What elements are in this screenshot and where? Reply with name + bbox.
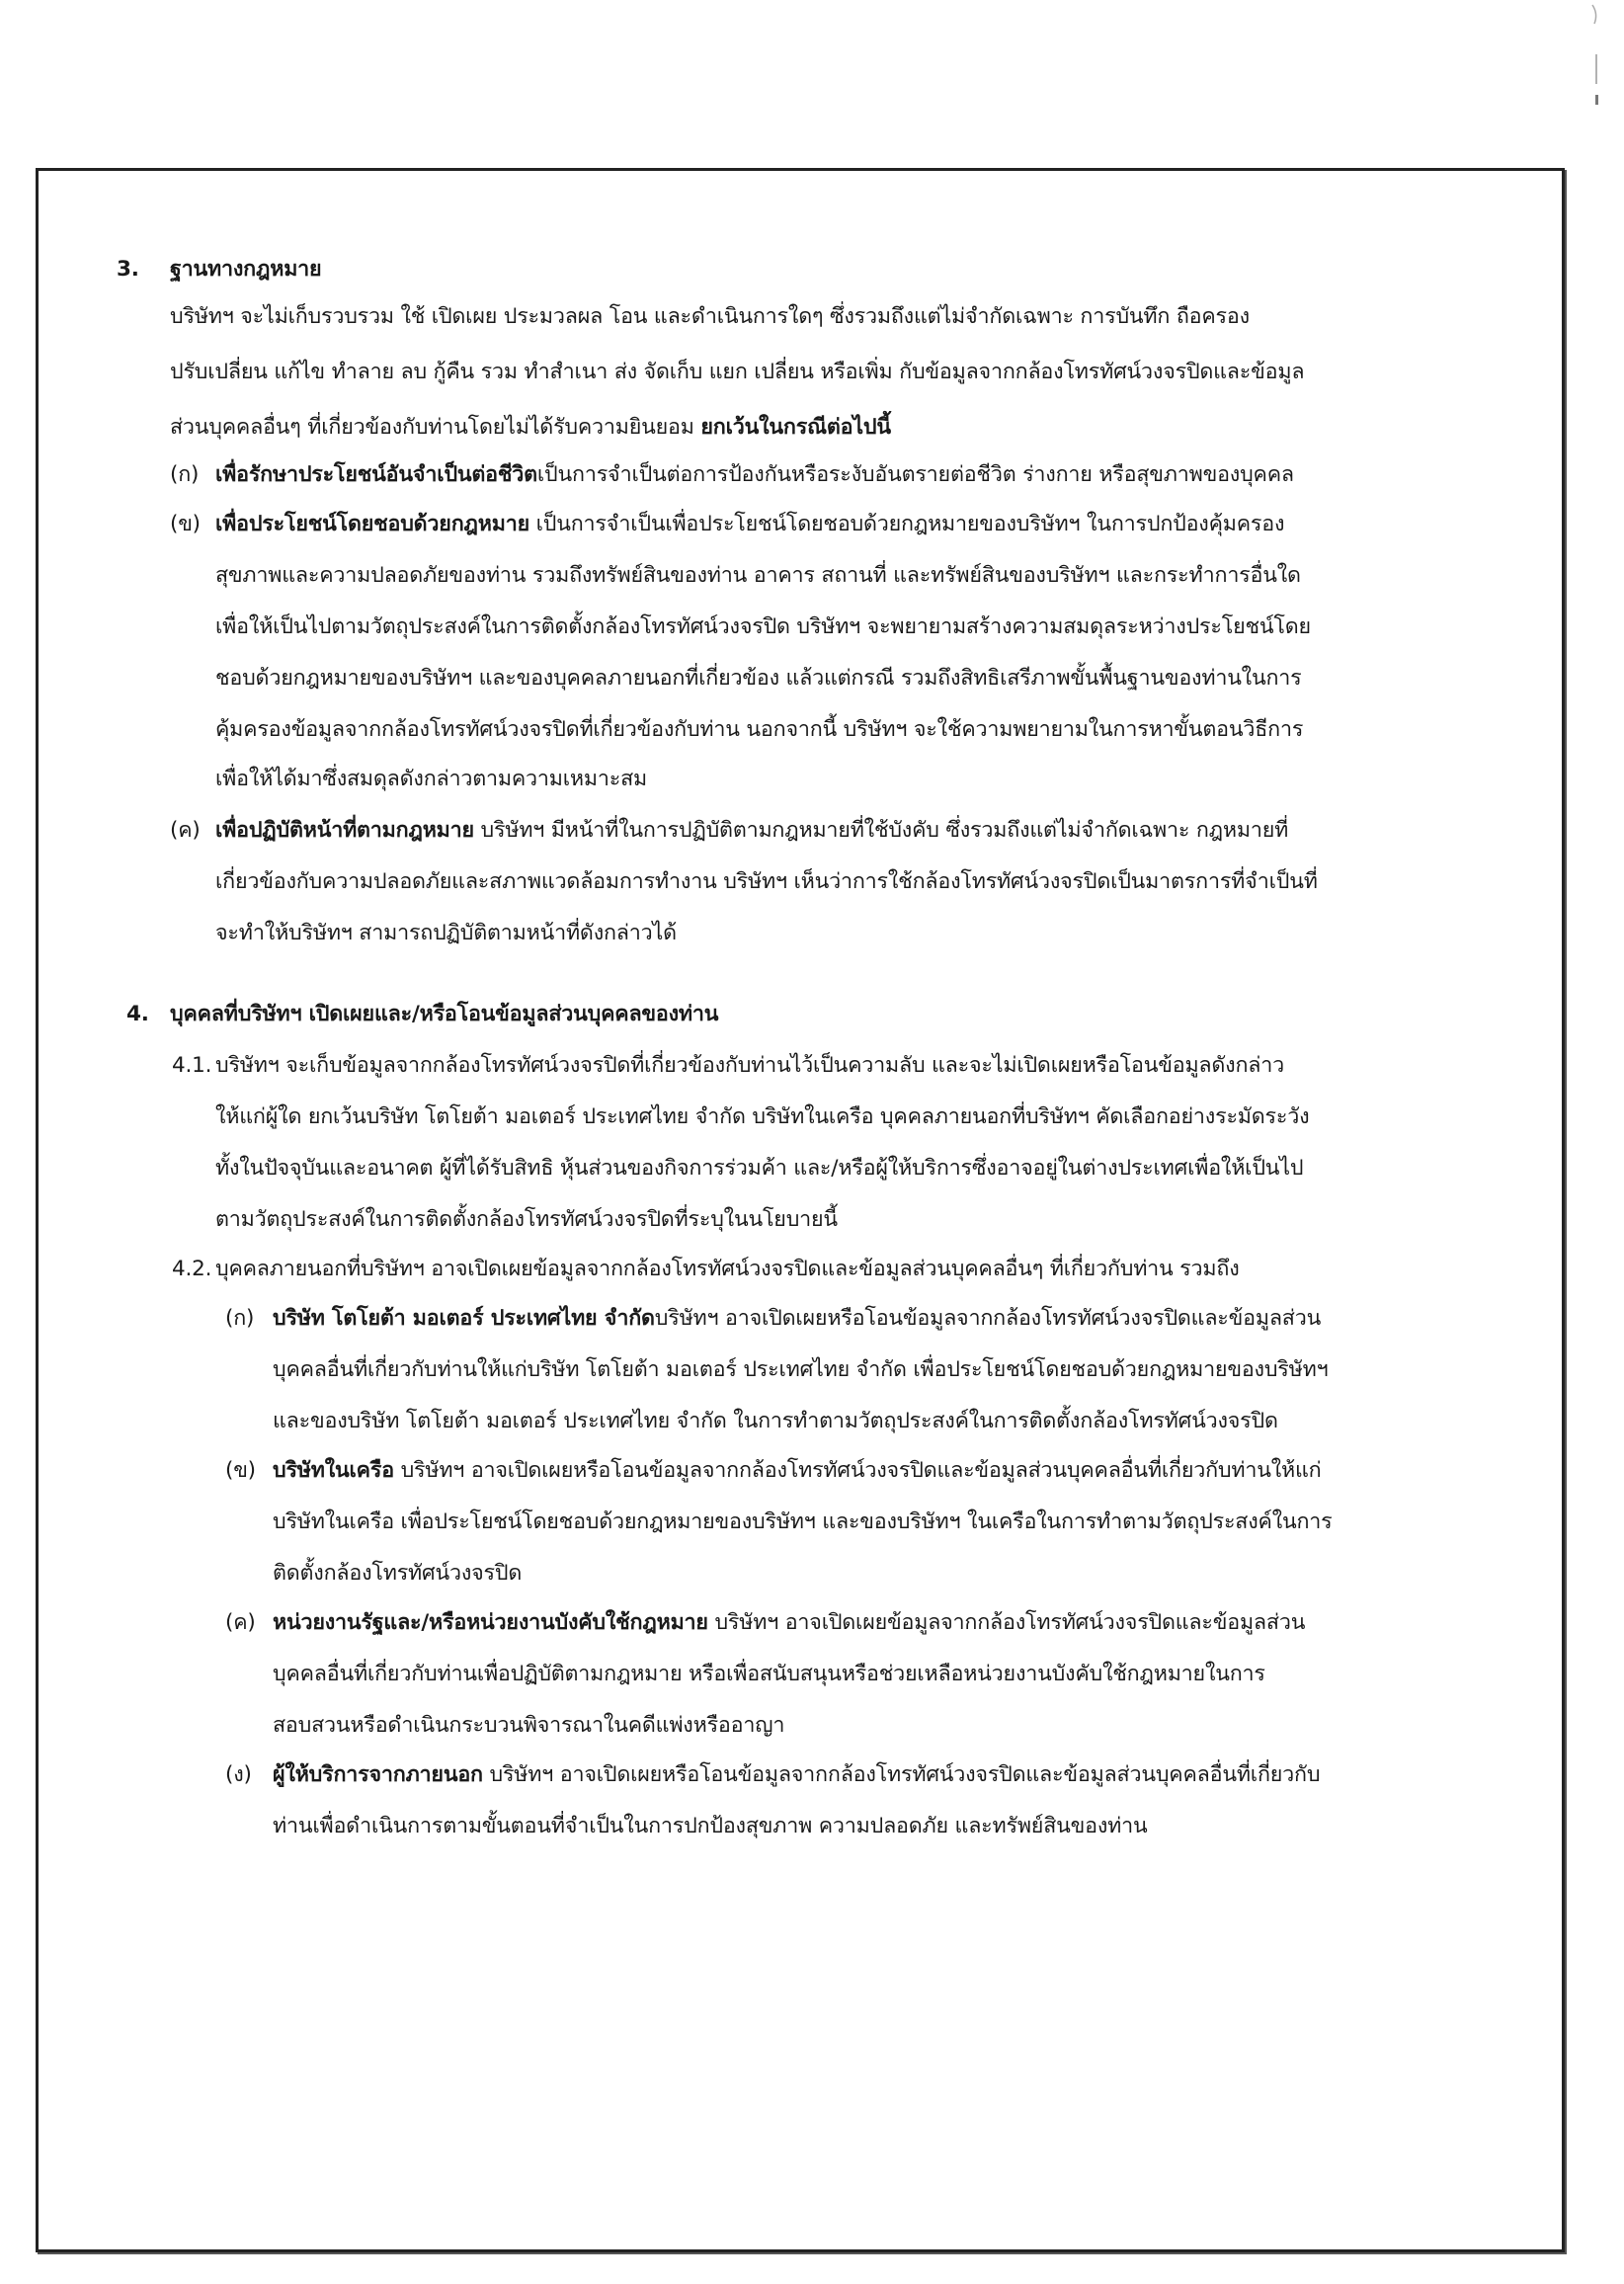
item-3b-line: เพื่อประโยชน์โดยชอบด้วยกฎหมาย เป็นการจำเป็นเพื่อประโยชน์โดยชอบด้วยกฎหมายของบริษัทฯ ในการปกป้องคุ้มครอง [215,512,1285,536]
item-42d-line: ผู้ให้บริการจากภายนอก บริษัทฯ อาจเปิดเผยหรือโอนข้อมูลจากกล้องโทรทัศน์วงจรปิดและข้อมูลส่วนบุคคลอื่นที่เกี่ยวกับ [273,1762,1321,1787]
item-3a-line: เพื่อรักษาประโยชน์อันจำเป็นต่อชีวิตเป็นการจำเป็นต่อการป้องกันหรือระงับอันตรายต่อชีวิต ร่างกาย หรือสุขภาพของบุคคล [215,462,1294,487]
item-3c-line: เกี่ยวข้องกับความปลอดภัยและสภาพแวดล้อมการทำงาน บริษัทฯ เห็นว่าการใช้กล้องโทรทัศน์วงจรปิดเป็นมาตรการที่จำเป็นที่ [215,869,1318,894]
item-3c-line: จะทำให้บริษัทฯ สามารถปฏิบัติตามหน้าที่ดังกล่าวได้ [215,921,677,945]
item-3b-line: คุ้มครองข้อมูลจากกล้องโทรทัศน์วงจรปิดที่เกี่ยวข้องกับท่าน นอกจากนี้ บริษัทฯ จะใช้ความพยายามในการหาขั้นตอนวิธีการ [215,717,1304,742]
section-4-2-number: 4.2. [172,1257,212,1281]
section-4-heading: บุคคลที่บริษัทฯ เปิดเผยและ/หรือโอนข้อมูลส่วนบุคคลของท่าน [170,1002,719,1026]
scan-edge-marks [1584,0,1624,119]
section-3-text-line: บริษัทฯ จะไม่เก็บรวบรวม ใช้ เปิดเผย ประมวลผล โอน และดำเนินการใดๆ ซึ่งรวมถึงแต่ไม่จำกัดเฉพาะ การบันทึก ถือครอง [170,304,1250,329]
item-mark: (ค) [225,1610,256,1635]
section-3-number: 3. [117,257,139,282]
item-42a-line: และของบริษัท โตโยต้า มอเตอร์ ประเทศไทย จำกัด ในการทำตามวัตถุประสงค์ในการติดตั้งกล้องโทรทัศน์วงจรปิด [273,1409,1278,1433]
item-3b-line: สุขภาพและความปลอดภัยของท่าน รวมถึงทรัพย์สินของท่าน อาคาร สถานที่ และทรัพย์สินของบริษัทฯ และกระทำการอื่นใด [215,563,1301,588]
section-4-1-line: ให้แก่ผู้ใด ยกเว้นบริษัท โตโยต้า มอเตอร์ ประเทศไทย จำกัด บริษัทในเครือ บุคคลภายนอกที่บริษัทฯ คัดเลือกอย่างระมัดระวัง [215,1104,1310,1129]
item-mark: (ข) [225,1458,256,1483]
item-42a-line: บริษัท โตโยต้า มอเตอร์ ประเทศไทย จำกัดบริษัทฯ อาจเปิดเผยหรือโอนข้อมูลจากกล้องโทรทัศน์วงจรปิดและข้อมูลส่วน [273,1306,1322,1331]
item-3b-line: เพื่อให้เป็นไปตามวัตถุประสงค์ในการติดตั้งกล้องโทรทัศน์วงจรปิด บริษัทฯ จะพยายามสร้างความสมดุลระหว่างประโยชน์โดย [215,614,1311,639]
item-42a-line: บุคคลอื่นที่เกี่ยวกับท่านให้แก่บริษัท โตโยต้า มอเตอร์ ประเทศไทย จำกัด เพื่อประโยชน์โดยชอบด้วยกฎหมายของบริษัทฯ [273,1357,1329,1382]
section-4-1-line: บริษัทฯ จะเก็บข้อมูลจากกล้องโทรทัศน์วงจรปิดที่เกี่ยวข้องกับท่านไว้เป็นความลับ และจะไม่เปิดเผยหรือโอนข้อมูลดังกล่าว [215,1053,1284,1078]
section-4-1-number: 4.1. [172,1053,212,1078]
item-42c-line: หน่วยงานรัฐและ/หรือหน่วยงานบังคับใช้กฎหมาย บริษัทฯ อาจเปิดเผยข้อมูลจากกล้องโทรทัศน์วงจรปิดและข้อมูลส่วน [273,1610,1306,1635]
section-4-1-line: ทั้งในปัจจุบันและอนาคต ผู้ที่ได้รับสิทธิ หุ้นส่วนของกิจการร่วมค้า และ/หรือผู้ให้บริการซึ่งอาจอยู่ในต่างประเทศเพื่อให้เป็นไป [215,1156,1304,1181]
item-42b-line: บริษัทในเครือ เพื่อประโยชน์โดยชอบด้วยกฎหมายของบริษัทฯ และของบริษัทฯ ในเครือในการทำตามวัตถุประสงค์ในการ [273,1509,1333,1534]
item-3b-line: เพื่อให้ได้มาซึ่งสมดุลดังกล่าวตามความเหมาะสม [215,767,647,791]
section-3-text-line: ส่วนบุคคลอื่นๆ ที่เกี่ยวข้องกับท่านโดยไม่ได้รับความยินยอม ยกเว้นในกรณีต่อไปนี้ [170,415,891,440]
item-mark: (ข) [170,512,201,536]
item-mark: (ค) [170,818,201,843]
item-42c-line: สอบสวนหรือดำเนินกระบวนพิจารณาในคดีแพ่งหรืออาญา [273,1713,785,1738]
section-4-number: 4. [126,1002,149,1026]
item-3c-line: เพื่อปฏิบัติหน้าที่ตามกฎหมาย บริษัทฯ มีหน้าที่ในการปฏิบัติตามกฎหมายที่ใช้บังคับ ซึ่งรวมถึงแต่ไม่จำกัดเฉพาะ กฎหมายที่ [215,818,1289,843]
section-3-heading: ฐานทางกฎหมาย [170,257,322,282]
item-mark: (ง) [225,1762,252,1787]
section-4-1-line: ตามวัตถุประสงค์ในการติดตั้งกล้องโทรทัศน์วงจรปิดที่ระบุในนโยบายนี้ [215,1207,838,1232]
item-42c-line: บุคคลอื่นที่เกี่ยวกับท่านเพื่อปฏิบัติตามกฎหมาย หรือเพื่อสนับสนุนหรือช่วยเหลือหน่วยงานบังคับใช้กฎหมายในการ [273,1662,1265,1686]
section-3-text-line: ปรับเปลี่ยน แก้ไข ทำลาย ลบ กู้คืน รวม ทำสำเนา ส่ง จัดเก็บ แยก เปลี่ยน หรือเพิ่ม กับข้อมูลจากกล้องโทรทัศน์วงจรปิดและข้อมูล [170,360,1305,384]
item-42b-line: ติดตั้งกล้องโทรทัศน์วงจรปิด [273,1561,523,1586]
item-mark: (ก) [225,1306,255,1331]
item-42b-line: บริษัทในเครือ บริษัทฯ อาจเปิดเผยหรือโอนข้อมูลจากกล้องโทรทัศน์วงจรปิดและข้อมูลส่วนบุคคลอื่นที่เกี่ยวกับท่านให้แก่ [273,1458,1322,1483]
item-mark: (ก) [170,462,200,487]
item-3b-line: ชอบด้วยกฎหมายของบริษัทฯ และของบุคคลภายนอกที่เกี่ยวข้อง แล้วแต่กรณี รวมถึงสิทธิเสรีภาพขั้นพื้นฐานของท่านในการ [215,666,1302,691]
item-42d-line: ท่านเพื่อดำเนินการตามขั้นตอนที่จำเป็นในการปกป้องสุขภาพ ความปลอดภัย และทรัพย์สินของท่าน [273,1814,1148,1838]
section-4-2-line: บุคคลภายนอกที่บริษัทฯ อาจเปิดเผยข้อมูลจากกล้องโทรทัศน์วงจรปิดและข้อมูลส่วนบุคคลอื่นๆ ที่เกี่ยวกับท่าน รวมถึง [215,1257,1240,1281]
